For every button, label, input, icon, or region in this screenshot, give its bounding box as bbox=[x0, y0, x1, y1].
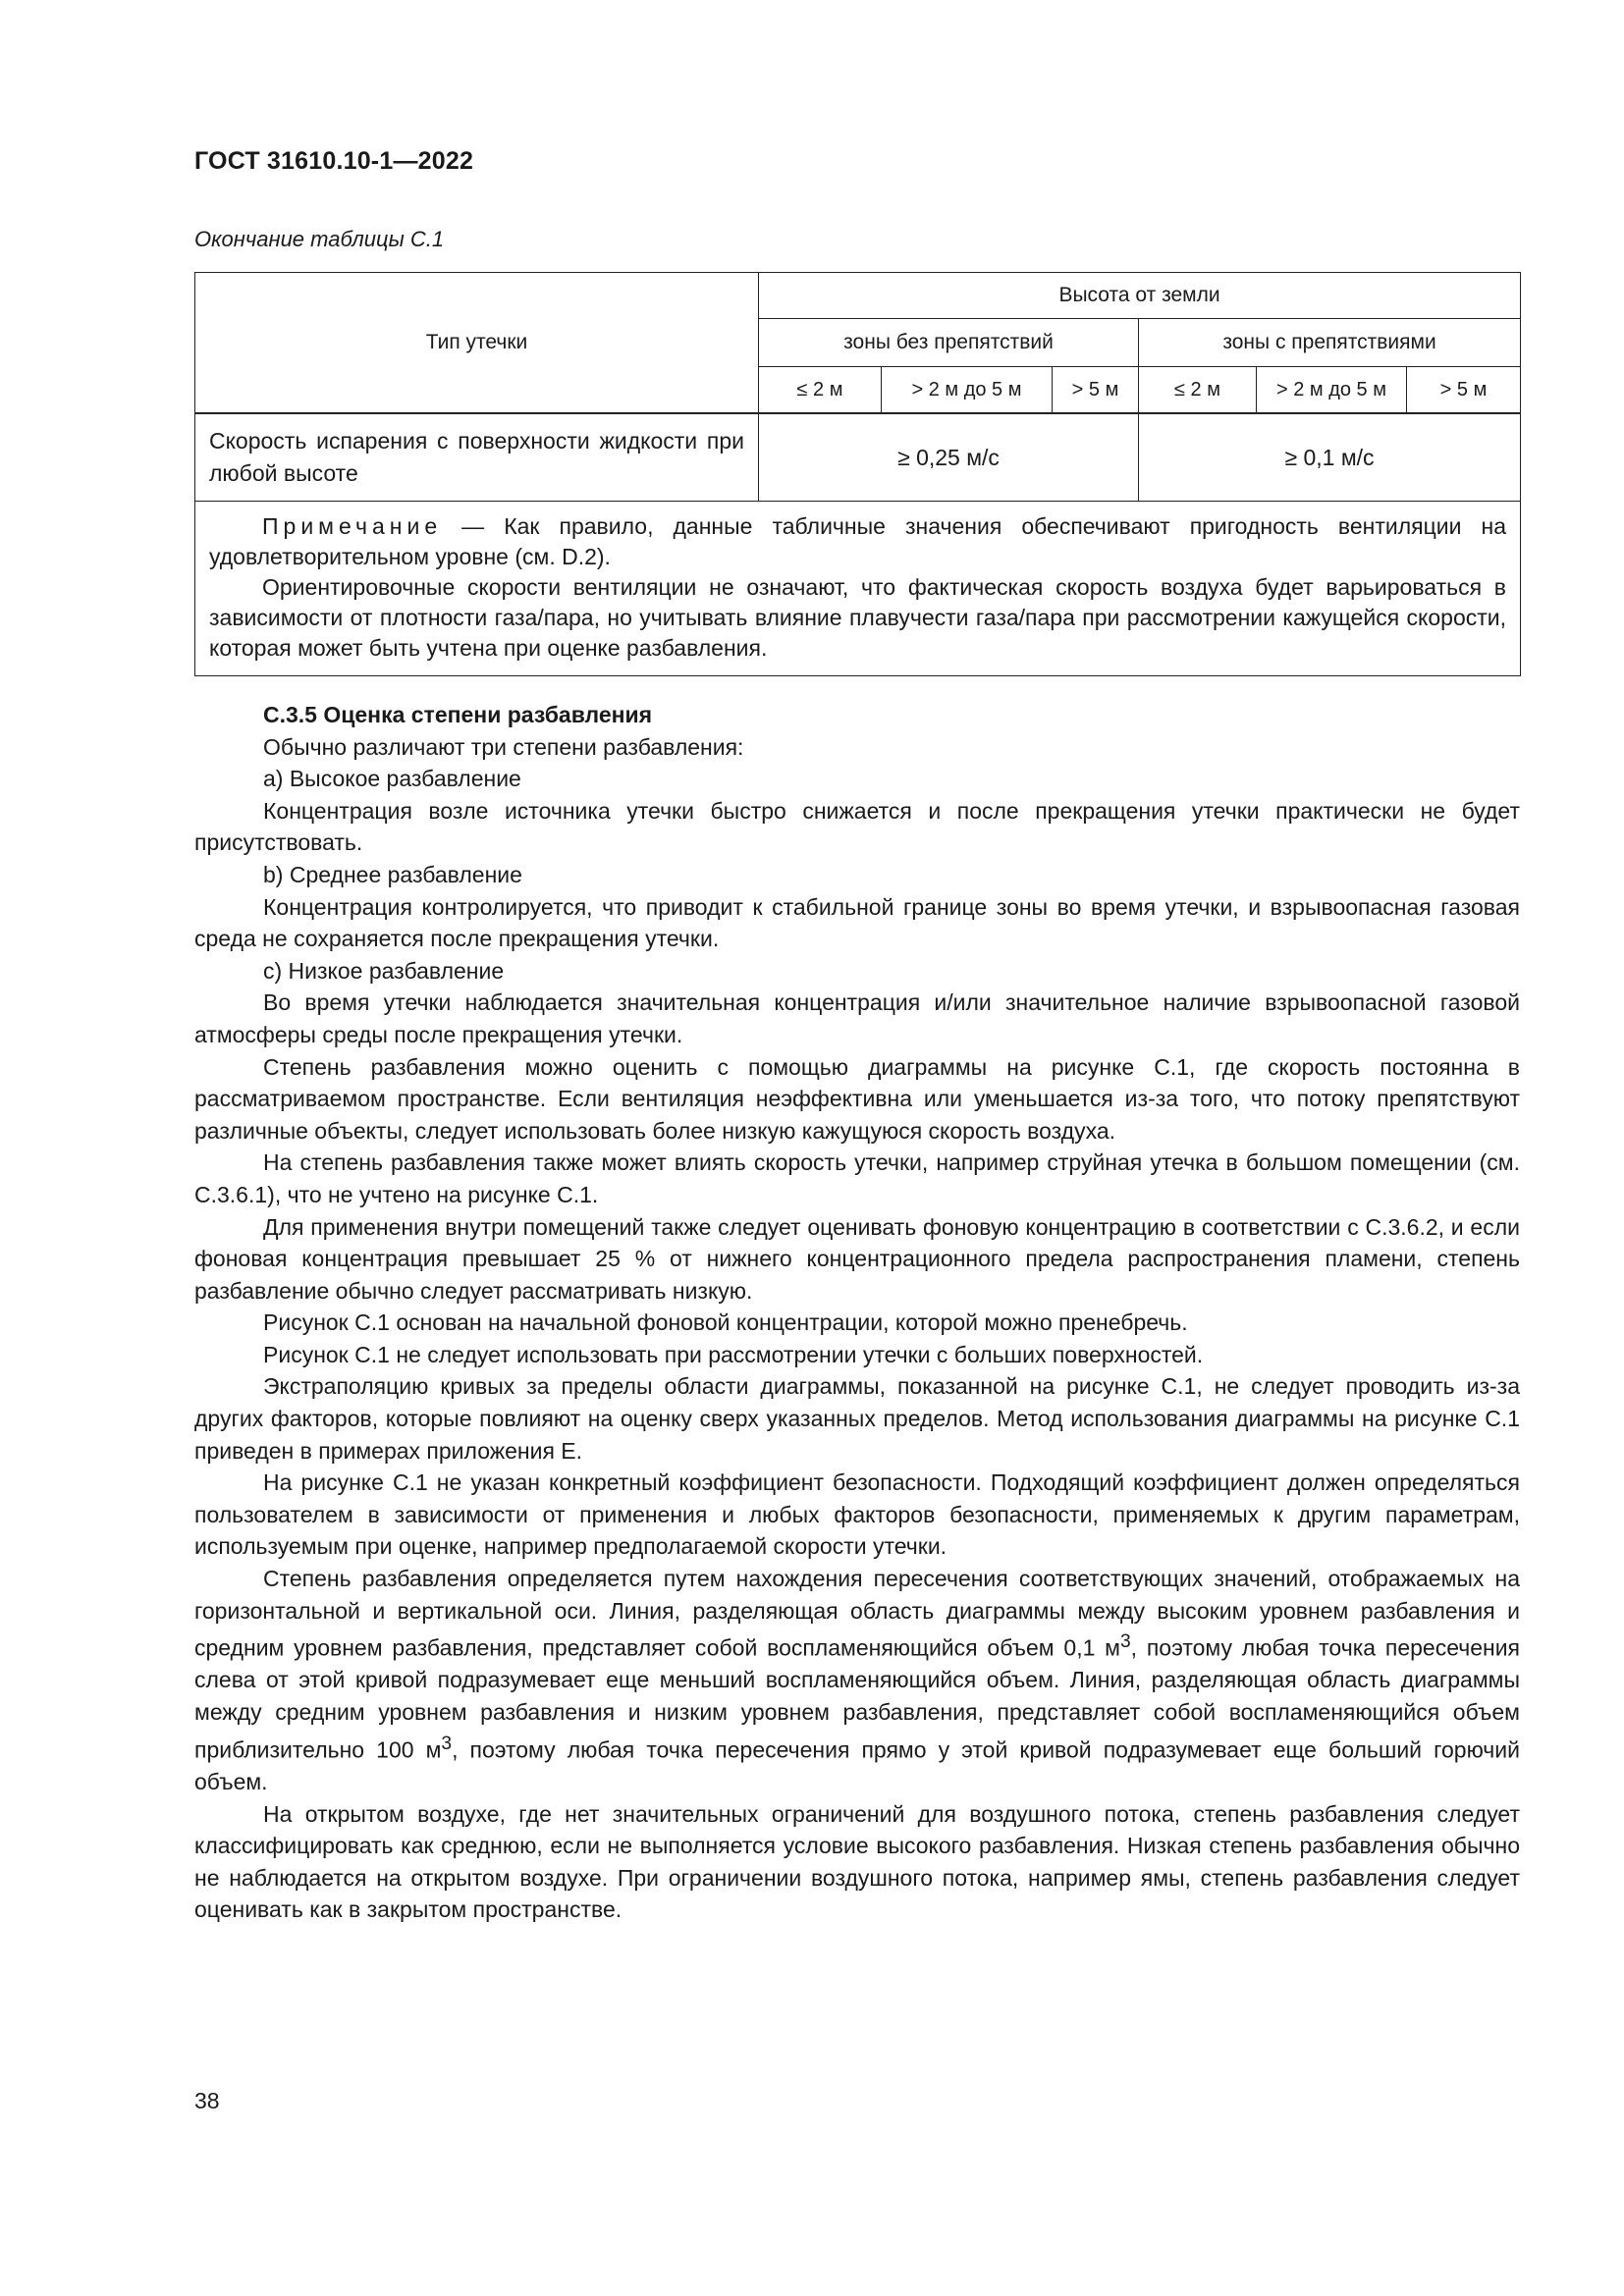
col-header-zone-open: зоны без препятствий bbox=[759, 319, 1139, 367]
section-body bbox=[194, 699, 1520, 1926]
paragraph: Обычно различают три степени разбавления: bbox=[263, 733, 744, 760]
col-header-height: Высота от земли bbox=[759, 273, 1521, 319]
col-header-zone-obstructed: зоны с препятствиями bbox=[1139, 319, 1521, 367]
table-caption: Окончание таблицы C.1 bbox=[194, 227, 445, 251]
sub-col-header: > 2 м до 5 м bbox=[882, 367, 1053, 413]
paragraph: На рисунке С.1 не указан конкретный коэффициент безопасности. Подходящий коэффициент должен определяться пользователем в зависимости от применения и любых факторов безопасности, применяемых к другим параметрам, используемым при оценке, например предполагаемой скорости утечки. bbox=[194, 1469, 1520, 1560]
paragraph: Во время утечки наблюдается значительная концентрация и/или значительное наличие взрывоопасной газовой атмосферы среды после прекращения утечки. bbox=[194, 989, 1520, 1047]
ventilation-table bbox=[194, 272, 1521, 676]
paragraph: Концентрация возле источника утечки быстро снижается и после прекращения утечки практически не будет присутствовать. bbox=[194, 797, 1520, 856]
sub-col-header: > 2 м до 5 м bbox=[1257, 367, 1407, 413]
superscript: 3 bbox=[441, 1733, 453, 1754]
row-label-evaporation: Скорость испарения с поверхности жидкости при любой высоте bbox=[195, 414, 759, 502]
paragraph: На открытом воздухе, где нет значительных ограничений для воздушного потока, степень разбавления следует классифицировать как среднюю, если не выполняется условие высокого разбавления. Низкая степень разбавления обычно не наблюдается на открытом воздухе. При ограничении воздушного потока, например ямы, степень разбавления следует оценивать как в закрытом пространстве. bbox=[194, 1800, 1520, 1923]
sub-col-header: > 5 м bbox=[1407, 367, 1521, 413]
list-item-label: b) Среднее разбавление bbox=[263, 861, 522, 887]
paragraph: Экстраполяцию кривых за пределы области диаграммы, показанной на рисунке С.1, не следует проводить из-за других факторов, которые повлияют на оценку сверх указанных пределов. Метод использования диаграммы на рисунке С.1 приведен в примерах приложения Е. bbox=[194, 1373, 1520, 1464]
paragraph: Концентрация контролируется, что приводит к стабильной границе зоны во время утечки, и взрывоопасная газовая среда не сохраняется после прекращения утечки. bbox=[194, 893, 1520, 952]
sub-col-header: ≤ 2 м bbox=[759, 367, 882, 413]
note-label: Примечание bbox=[262, 513, 443, 539]
paragraph bbox=[194, 1563, 1520, 1797]
paragraph: На степень разбавления также может влиять скорость утечки, например струйная утечка в большом помещении (см. С.3.6.1), что не учтено на рисунке С.1. bbox=[194, 1149, 1520, 1207]
value-zone-open: ≥ 0,25 м/с bbox=[759, 414, 1139, 502]
sub-col-header: > 5 м bbox=[1053, 367, 1139, 413]
document-header: ГОСТ 31610.10-1—2022 bbox=[194, 147, 474, 175]
text-run: , поэтому любая точка пересечения прямо у этой кривой подразумевает еще больший горючий объем. bbox=[194, 1736, 1520, 1794]
paragraph: Степень разбавления можно оценить с помощью диаграммы на рисунке С.1, где скорость постоянна в рассматриваемом пространстве. Если вентиляция неэффективна или уменьшается из-за того, что потоку препятствуют различные объекты, следует использовать более низкую кажущуюся скорость воздуха. bbox=[194, 1053, 1520, 1144]
list-item-label: a) Высокое разбавление bbox=[263, 766, 521, 792]
note-text-2: Ориентировочные скорости вентиляции не означают, что фактическая скорость воздуха будет варьироваться в зависимости от плотности газа/пара, но учитывать влияние плавучести газа/пара при рассмотрении кажущейся скорости, которая может быть учтена при оценке разбавления. bbox=[209, 574, 1507, 661]
section-heading: С.3.5 Оценка степени разбавления bbox=[263, 702, 653, 727]
list-item-label: c) Низкое разбавление bbox=[263, 957, 505, 984]
value-zone-obstructed: ≥ 0,1 м/с bbox=[1139, 414, 1521, 502]
page-number: 38 bbox=[194, 2088, 220, 2113]
note-text: — Как правило, данные табличные значения обеспечивают пригодность вентиляции на удовлетворительном уровне (см. D.2). bbox=[209, 513, 1507, 569]
paragraph: Рисунок С.1 основан на начальной фоновой концентрации, которой можно пренебречь. bbox=[263, 1309, 1188, 1336]
col-header-leak-type: Тип утечки bbox=[195, 273, 759, 413]
sub-col-header: ≤ 2 м bbox=[1139, 367, 1257, 413]
paragraph: Рисунок С.1 не следует использовать при рассмотрении утечки с больших поверхностей. bbox=[263, 1341, 1204, 1367]
table-note bbox=[195, 502, 1521, 676]
text-run: Степень разбавления определяется путем нахождения пересечения соответствующих значений, отображаемых на горизонтальной и вертикальной оси. Линия, разделяющая область диаграммы между высоким уровнем разбавления и средним уровнем разбавления, представляет собой воспламеняющийся объем 0,1 м bbox=[194, 1566, 1520, 1661]
text-run: , поэтому любая точка пересечения слева от этой кривой подразумевает еще меньший воспламеняющийся объем. Линия, разделяющая область диаграммы между средним уровнем разбавления и низким уровнем разбавления, представляет собой воспламеняющийся объем приблизительно 100 м bbox=[194, 1634, 1520, 1763]
superscript: 3 bbox=[1120, 1631, 1131, 1653]
paragraph: Для применения внутри помещений также следует оценивать фоновую концентрацию в соответствии с С.3.6.2, и если фоновая концентрация превышает 25 % от нижнего концентрационного предела распространения пламени, степень разбавление обычно следует рассматривать низкую. bbox=[194, 1213, 1520, 1304]
